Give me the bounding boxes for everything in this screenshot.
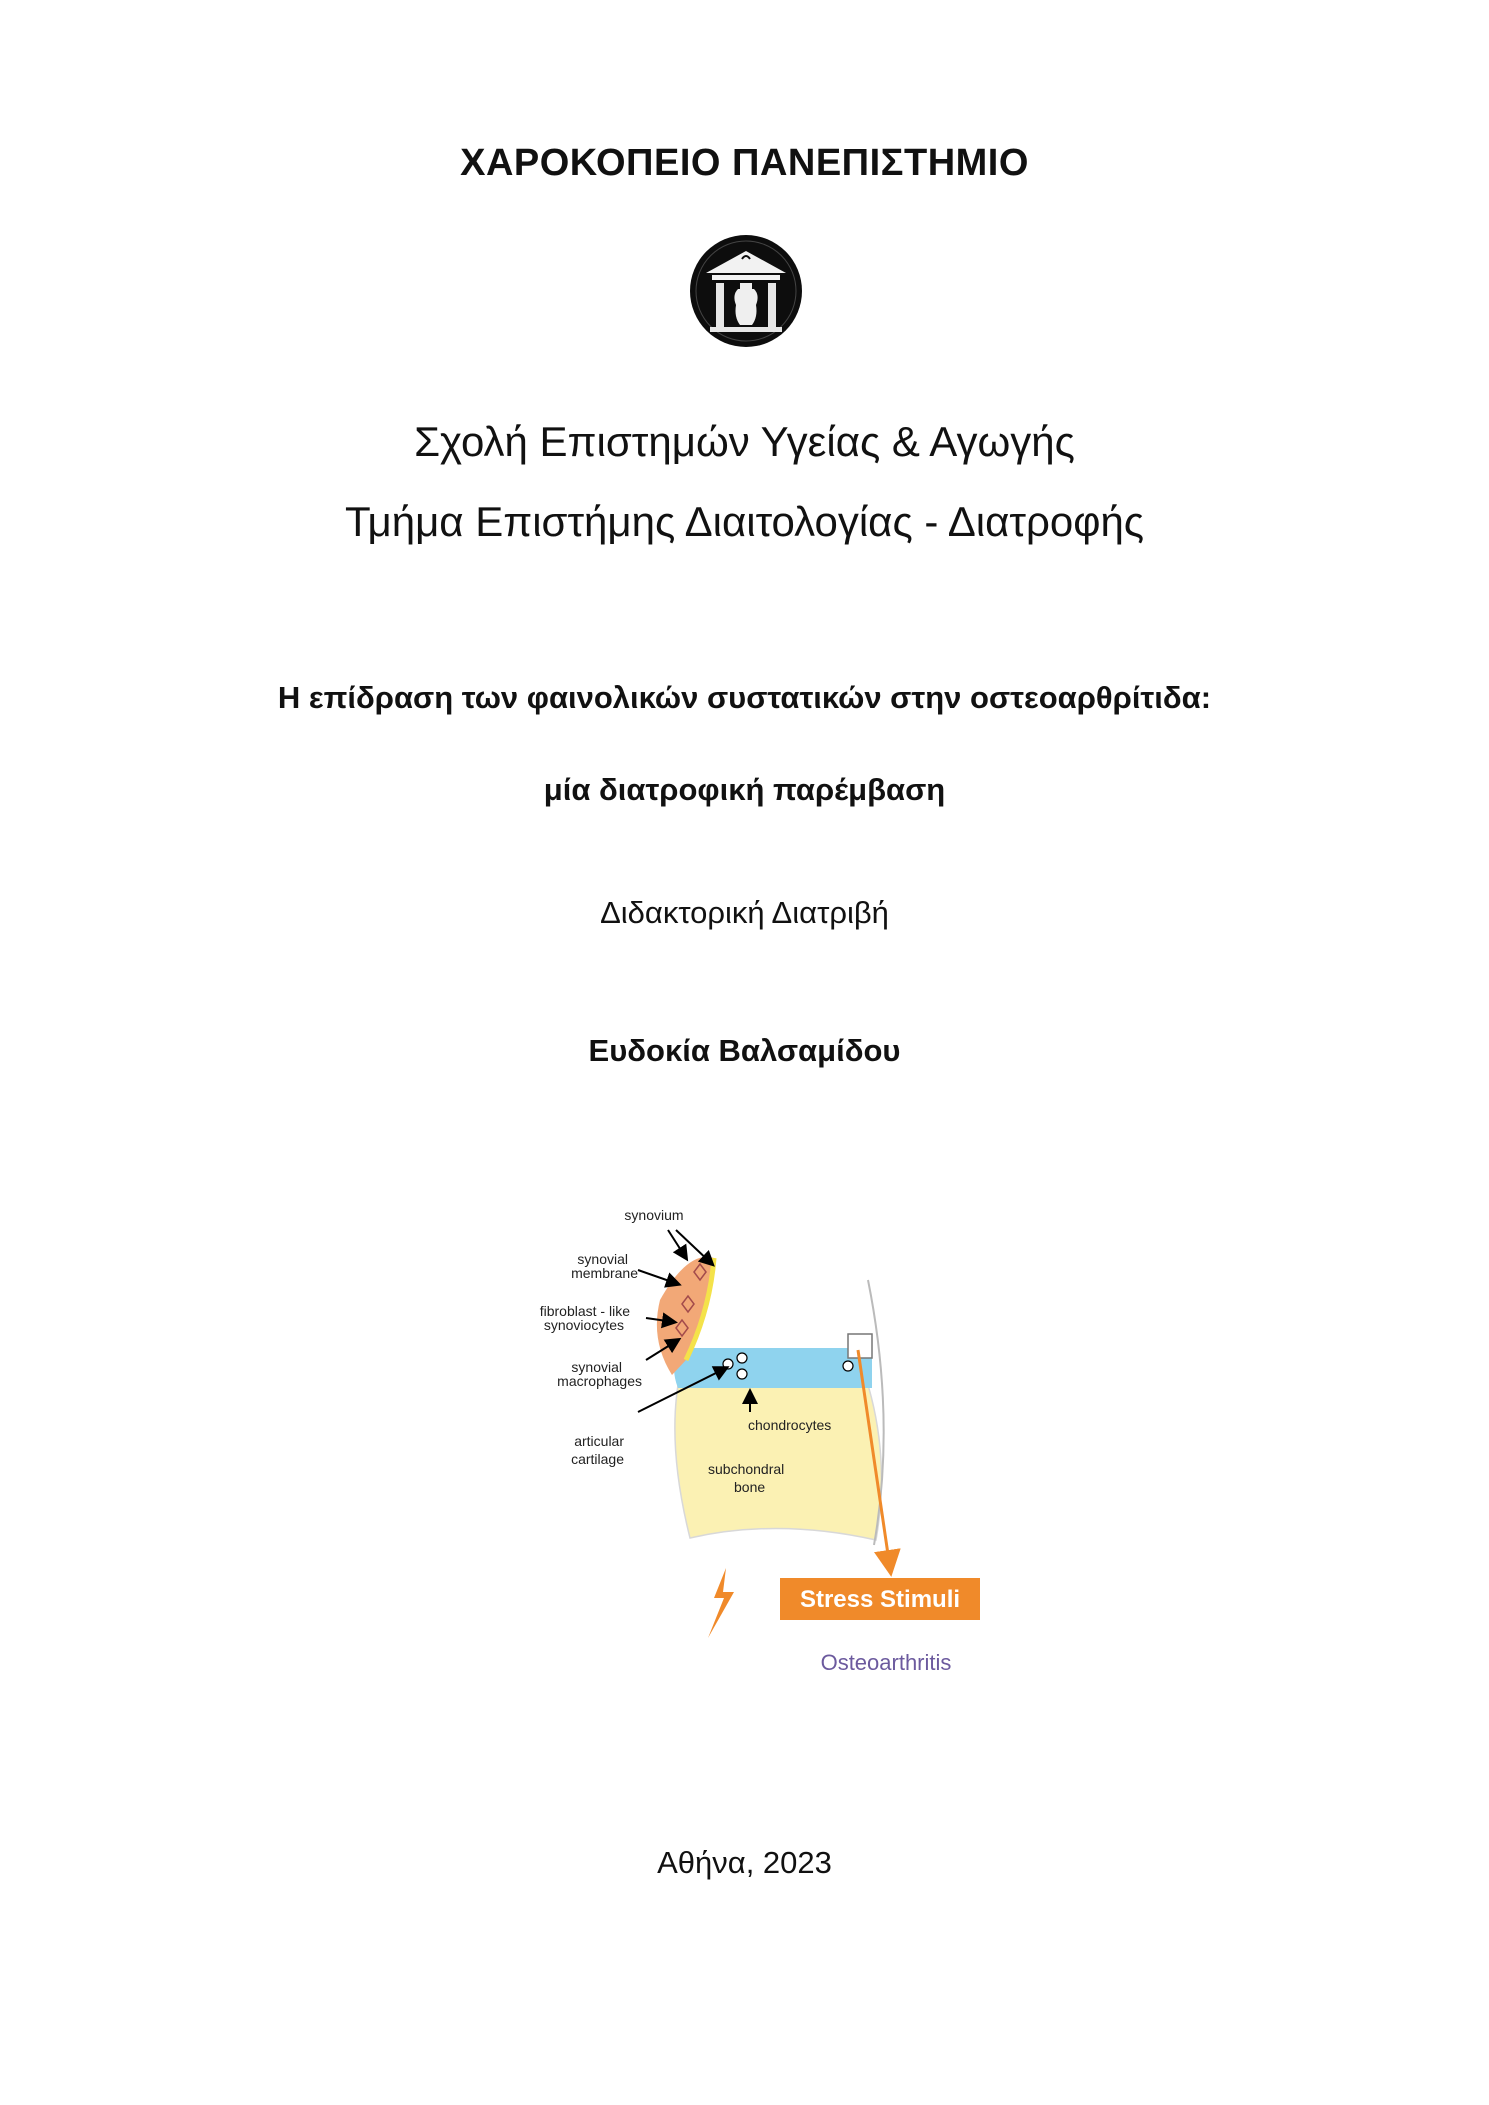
place-and-year: Αθήνα, 2023 [657, 1845, 832, 1880]
label-synovium: synovium [624, 1207, 684, 1223]
label-synovial-membrane-2: membrane [571, 1265, 638, 1281]
thesis-title-line-1: Η επίδραση των φαινολικών συστατικών στην οστεοαρθρίτιδα: [277, 680, 1212, 715]
department-name: Τμήμα Επιστήμης Διαιτολογίας - Διατροφής [344, 498, 1145, 545]
thesis-title-line-2: μία διατροφική παρέμβαση [543, 772, 946, 807]
label-fibroblast-2: synoviocytes [543, 1317, 624, 1333]
label-macrophages-1: synovial [571, 1359, 622, 1375]
author-name: Ευδοκία Βαλσαμίδου [588, 1033, 901, 1068]
osteoarthritis-joint-diagram [518, 1200, 998, 1700]
label-bone-1: subchondral [708, 1461, 785, 1477]
label-cartilage-2: cartilage [571, 1451, 624, 1467]
university-name: ΧΑΡΟΚΟΠΕΙΟ ΠΑΝΕΠΙΣΤΗΜΙΟ [460, 142, 1029, 184]
thesis-type: Διδακτορική Διατριβή [600, 895, 889, 930]
lightning-icon [708, 1568, 734, 1638]
label-synovial-membrane-1: synovial [577, 1251, 628, 1267]
label-osteoarthritis: Osteoarthritis [820, 1650, 952, 1675]
university-seal-icon [688, 233, 804, 349]
label-bone-2: bone [734, 1479, 766, 1495]
label-stress-stimuli: Stress Stimuli [799, 1586, 961, 1613]
label-cartilage-1: articular [574, 1433, 624, 1449]
label-macrophages-2: macrophages [557, 1373, 642, 1389]
articular-cartilage [674, 1348, 872, 1388]
label-chondrocytes: chondrocytes [748, 1417, 832, 1433]
school-name: Σχολή Επιστημών Υγείας & Αγωγής [414, 418, 1075, 465]
label-fibroblast-1: fibroblast - like [539, 1303, 630, 1319]
